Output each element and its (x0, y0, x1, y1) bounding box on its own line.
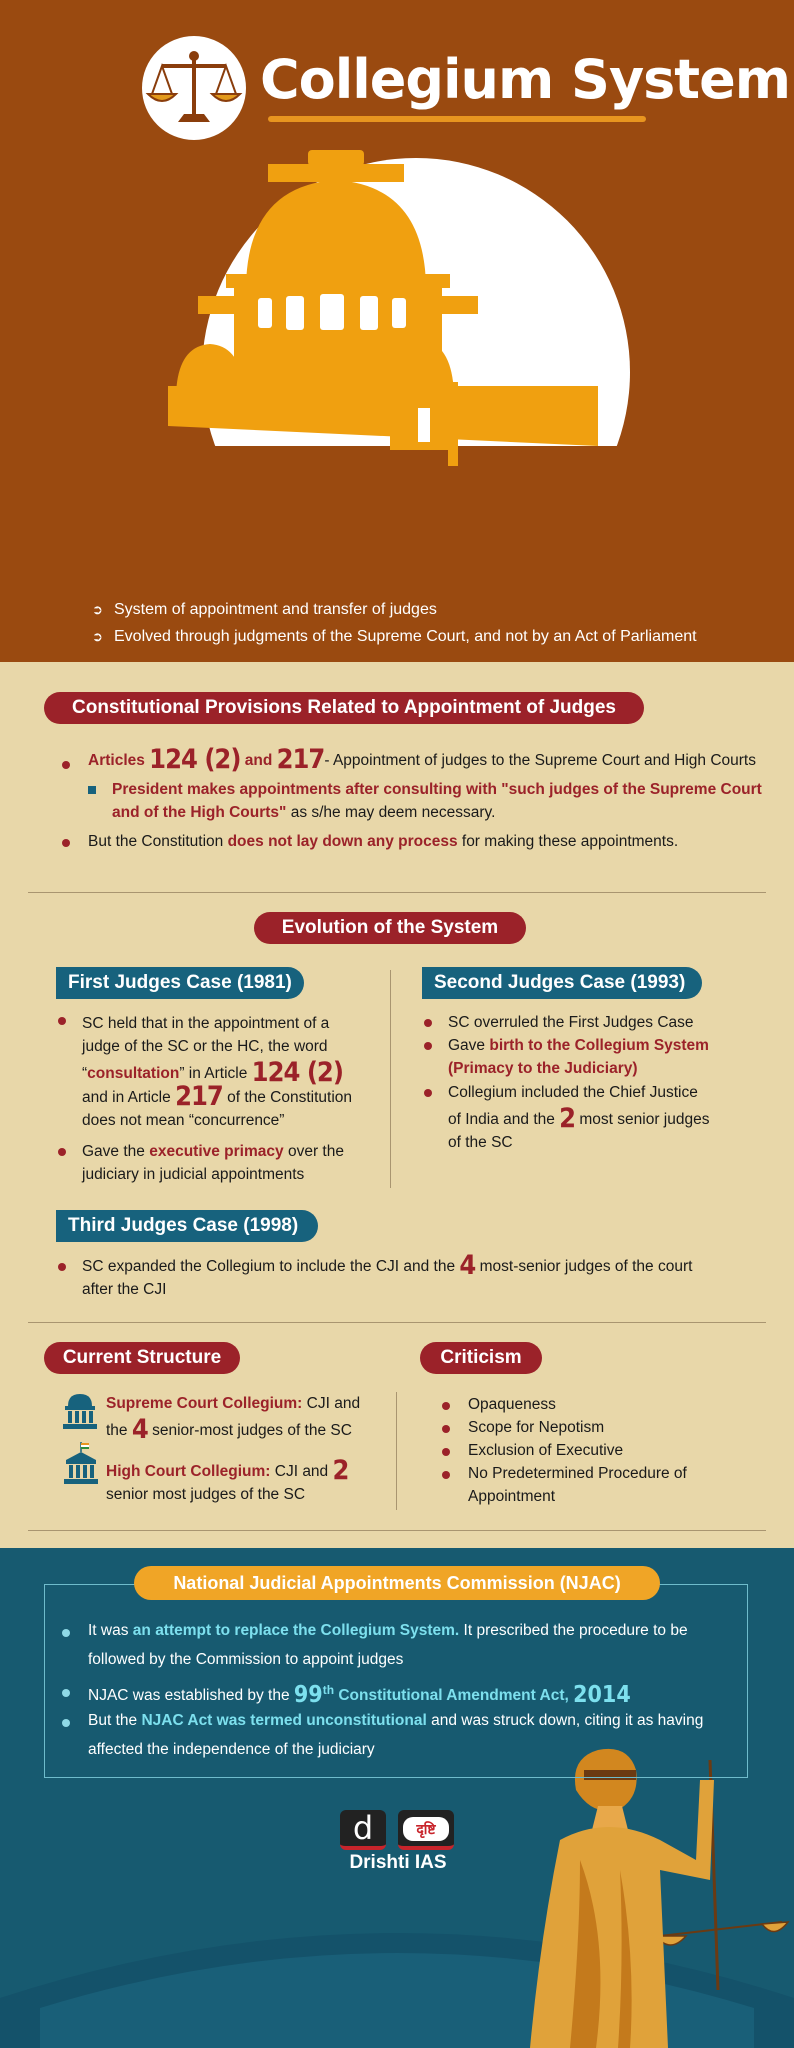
bullet-icon (442, 1471, 450, 1479)
arrow-icon: ➲ (92, 629, 103, 644)
page-title: Collegium System (260, 48, 790, 111)
njac-established-text: NJAC was established by the 99th Constitutional Amendment Act, 2014 (88, 1682, 631, 1709)
president-text: President makes appointments after consulting with "such judges of the Supreme Court and of the High Courts" as s/he may deem necessary. (112, 781, 762, 821)
first-judges-case-heading: First Judges Case (1981) (56, 967, 304, 999)
bullet-icon (442, 1425, 450, 1433)
bullet-icon (62, 1689, 70, 1697)
arrow-icon: ➲ (92, 602, 103, 617)
brand-name: Drishti IAS (349, 1852, 447, 1873)
supreme-court-dome-illustration (138, 146, 658, 586)
divider (28, 1530, 766, 1531)
bullet-icon (62, 761, 70, 769)
evolution-heading: Evolution of the System (254, 912, 526, 944)
bullet-icon (442, 1402, 450, 1410)
articles-text: Articles 124 (2) and 217- Appointment of judges to the Supreme Court and High Courts (88, 744, 756, 775)
bullet-icon (424, 1089, 432, 1097)
process-text: But the Constitution does not lay down any process for making these appointments. (88, 833, 679, 850)
second-case-overruled-text: SC overruled the First Judges Case (448, 1014, 694, 1031)
high-court-collegium-text: High Court Collegium: CJI and 2 senior most judges of the SC (106, 1455, 349, 1503)
njac-attempt-text: It was an attempt to replace the Collegium System. It prescribed the procedure to be followed by the Commission to appoint judges (88, 1622, 688, 1668)
header-banner (0, 0, 794, 662)
bullet-icon (62, 1629, 70, 1637)
scales-of-justice-icon (142, 36, 246, 140)
square-bullet-icon (88, 786, 96, 794)
njac-section (0, 1548, 794, 2048)
bullet-icon (442, 1448, 450, 1456)
high-court-building-icon (64, 1442, 98, 1486)
intro-list (92, 596, 772, 650)
second-judges-case-heading: Second Judges Case (1993) (422, 967, 702, 999)
intro-item: ➲ System of appointment and transfer of judges (92, 596, 772, 623)
drishti-logo-hindi: दृष्टि (398, 1810, 454, 1850)
criticism-item: Scope for Nepotism (468, 1419, 605, 1436)
title-underline (268, 116, 646, 122)
criticism-heading: Criticism (420, 1342, 542, 1374)
bullet-icon (62, 1719, 70, 1727)
third-judges-case-heading: Third Judges Case (1998) (56, 1210, 318, 1242)
second-case-birth-text: Gave birth to the Collegium System (Primacy to the Judiciary) (448, 1037, 709, 1077)
criticism-item: Opaqueness (468, 1396, 556, 1413)
bullet-icon (58, 1017, 66, 1025)
supreme-court-building-icon (62, 1390, 98, 1430)
column-divider (390, 970, 391, 1188)
second-case-collegium-text: Collegium included the Chief Justice of India and the 2 most senior judges of the SC (448, 1084, 710, 1151)
criticism-item: Appointment (468, 1488, 556, 1505)
constitutional-heading: Constitutional Provisions Related to Appointment of Judges (44, 692, 644, 724)
bullet-icon (424, 1019, 432, 1027)
first-case-primacy-text: Gave the executive primacy over the judiciary in judicial appointments (82, 1143, 344, 1183)
njac-heading: National Judicial Appointments Commission (NJAC) (134, 1566, 660, 1600)
third-case-text: SC expanded the Collegium to include the CJI and the 4 most-senior judges of the court after the CJI (82, 1250, 693, 1298)
bullet-icon (424, 1042, 432, 1050)
current-structure-heading: Current Structure (44, 1342, 240, 1374)
divider (28, 1322, 766, 1323)
first-case-text: SC held that in the appointment of a judge of the SC or the HC, the word “consultation” in Article 124 (2) and in Article 217 of the Constitution does not mean “concurrence” (82, 1015, 353, 1129)
lady-justice-illustration (500, 1740, 790, 2048)
supreme-court-collegium-text: Supreme Court Collegium: CJI and the 4 senior-most judges of the SC (106, 1395, 361, 1445)
bullet-icon (62, 839, 70, 847)
scales-logo (142, 36, 246, 140)
bullet-icon (58, 1263, 66, 1271)
divider (28, 892, 766, 893)
drishti-logo-d: d (340, 1810, 386, 1850)
criticism-item: Exclusion of Executive (468, 1442, 624, 1459)
intro-item: ➲ Evolved through judgments of the Supreme Court, and not by an Act of Parliament (92, 623, 772, 650)
bullet-icon (58, 1148, 66, 1156)
criticism-item: No Predetermined Procedure of (468, 1465, 687, 1482)
column-divider (396, 1392, 397, 1510)
njac-struck-down-text: But the NJAC Act was termed unconstitutional and was struck down, citing it as having affected the independence of the judiciary (88, 1712, 704, 1758)
